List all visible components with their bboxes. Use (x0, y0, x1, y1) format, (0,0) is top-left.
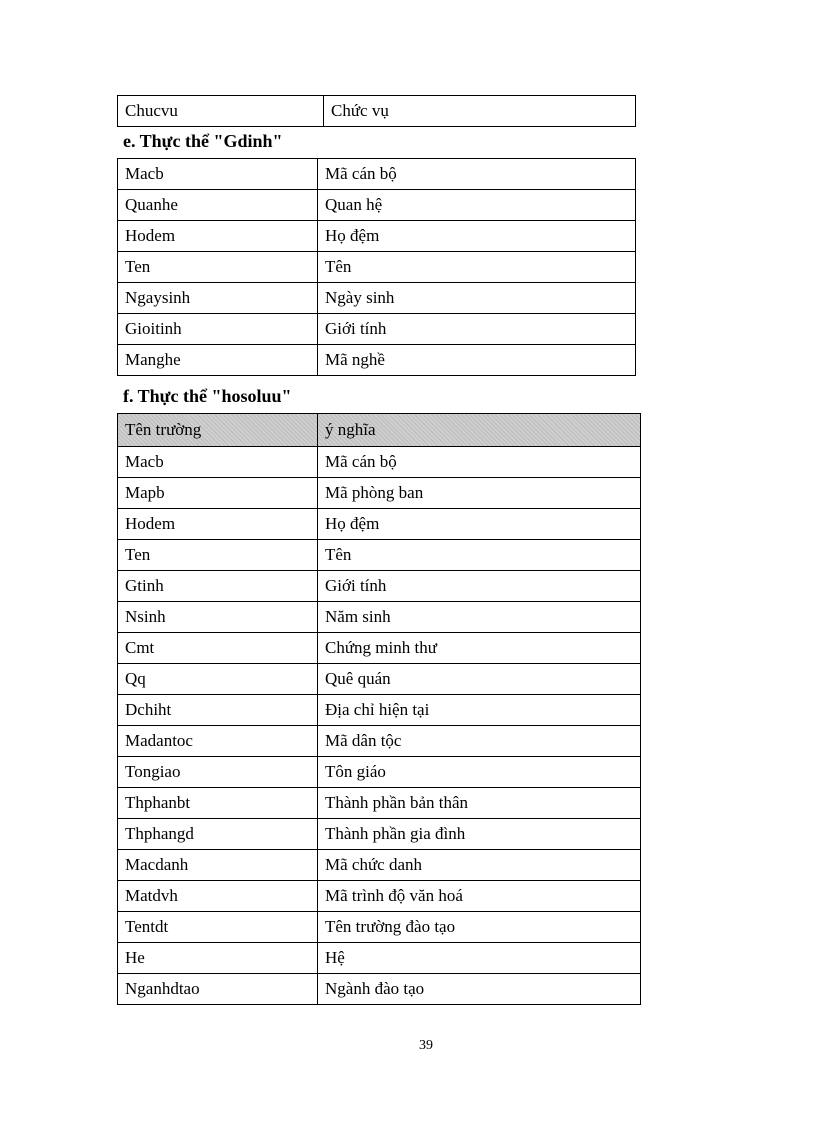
meaning-cell: Thành phần gia đình (318, 819, 641, 850)
table-row (118, 943, 641, 974)
table-row (118, 850, 641, 881)
top-table (117, 95, 636, 127)
field-name-cell: Hodem (118, 509, 318, 540)
meaning-cell: Hệ (318, 943, 641, 974)
page-number: 39 (419, 1038, 433, 1053)
meaning-cell: Tên (318, 540, 641, 571)
hosoluu-table (117, 413, 641, 1005)
meaning-cell: Giới tính (318, 314, 636, 345)
meaning-cell: Tên trường đào tạo (318, 912, 641, 943)
table-row (118, 974, 641, 1005)
field-name-cell: Hodem (118, 221, 318, 252)
meaning-cell: Họ đệm (318, 509, 641, 540)
table-row (118, 96, 636, 127)
table-header-row (118, 414, 641, 447)
table-row (118, 447, 641, 478)
field-name-cell: Chucvu (118, 96, 324, 127)
meaning-cell: Chứng minh thư (318, 633, 641, 664)
meaning-cell: Mã cán bộ (318, 447, 641, 478)
meaning-cell: Mã chức danh (318, 850, 641, 881)
field-name-cell: Ten (118, 540, 318, 571)
field-name-cell: Dchiht (118, 695, 318, 726)
field-name-cell: He (118, 943, 318, 974)
table-row (118, 881, 641, 912)
table-row (118, 190, 636, 221)
field-name-cell: Thphangd (118, 819, 318, 850)
table-row (118, 571, 641, 602)
meaning-cell: Tôn giáo (318, 757, 641, 788)
meaning-cell: Mã cán bộ (318, 159, 636, 190)
meaning-cell: Mã phòng ban (318, 478, 641, 509)
table-row (118, 726, 641, 757)
section-f-heading: f. Thực thể "hosoluu" (123, 386, 292, 406)
field-name-cell: Macb (118, 159, 318, 190)
meaning-cell: Quan hệ (318, 190, 636, 221)
table-row (118, 314, 636, 345)
meaning-cell: Thành phần bản thân (318, 788, 641, 819)
table-row (118, 252, 636, 283)
table-row (118, 819, 641, 850)
field-name-cell: Ngaysinh (118, 283, 318, 314)
column-header-meaning: ý nghĩa (318, 414, 641, 447)
section-e-heading: e. Thực thể "Gdinh" (123, 131, 283, 151)
field-name-cell: Thphanbt (118, 788, 318, 819)
field-name-cell: Nsinh (118, 602, 318, 633)
meaning-cell: Mã trình độ văn hoá (318, 881, 641, 912)
field-name-cell: Tentdt (118, 912, 318, 943)
meaning-cell: Ngày sinh (318, 283, 636, 314)
table-row (118, 912, 641, 943)
meaning-cell: Mã nghề (318, 345, 636, 376)
table-row (118, 788, 641, 819)
column-header-field: Tên trường (118, 414, 318, 447)
table-row (118, 478, 641, 509)
table-row (118, 159, 636, 190)
field-name-cell: Manghe (118, 345, 318, 376)
field-name-cell: Matdvh (118, 881, 318, 912)
field-name-cell: Tongiao (118, 757, 318, 788)
meaning-cell: Năm sinh (318, 602, 641, 633)
meaning-cell: Địa chỉ hiện tại (318, 695, 641, 726)
meaning-cell: Chức vụ (324, 96, 636, 127)
field-name-cell: Qq (118, 664, 318, 695)
table-row (118, 664, 641, 695)
field-name-cell: Gioitinh (118, 314, 318, 345)
table-row (118, 345, 636, 376)
field-name-cell: Mapb (118, 478, 318, 509)
table-row (118, 633, 641, 664)
table-row (118, 695, 641, 726)
field-name-cell: Nganhdtao (118, 974, 318, 1005)
meaning-cell: Mã dân tộc (318, 726, 641, 757)
meaning-cell: Quê quán (318, 664, 641, 695)
field-name-cell: Macb (118, 447, 318, 478)
table-row (118, 283, 636, 314)
field-name-cell: Cmt (118, 633, 318, 664)
field-name-cell: Macdanh (118, 850, 318, 881)
gdinh-table (117, 158, 636, 376)
table-row (118, 540, 641, 571)
meaning-cell: Tên (318, 252, 636, 283)
table-row (118, 757, 641, 788)
meaning-cell: Giới tính (318, 571, 641, 602)
field-name-cell: Gtinh (118, 571, 318, 602)
meaning-cell: Ngành đào tạo (318, 974, 641, 1005)
field-name-cell: Madantoc (118, 726, 318, 757)
table-row (118, 509, 641, 540)
field-name-cell: Quanhe (118, 190, 318, 221)
meaning-cell: Họ đệm (318, 221, 636, 252)
table-row (118, 221, 636, 252)
field-name-cell: Ten (118, 252, 318, 283)
table-row (118, 602, 641, 633)
